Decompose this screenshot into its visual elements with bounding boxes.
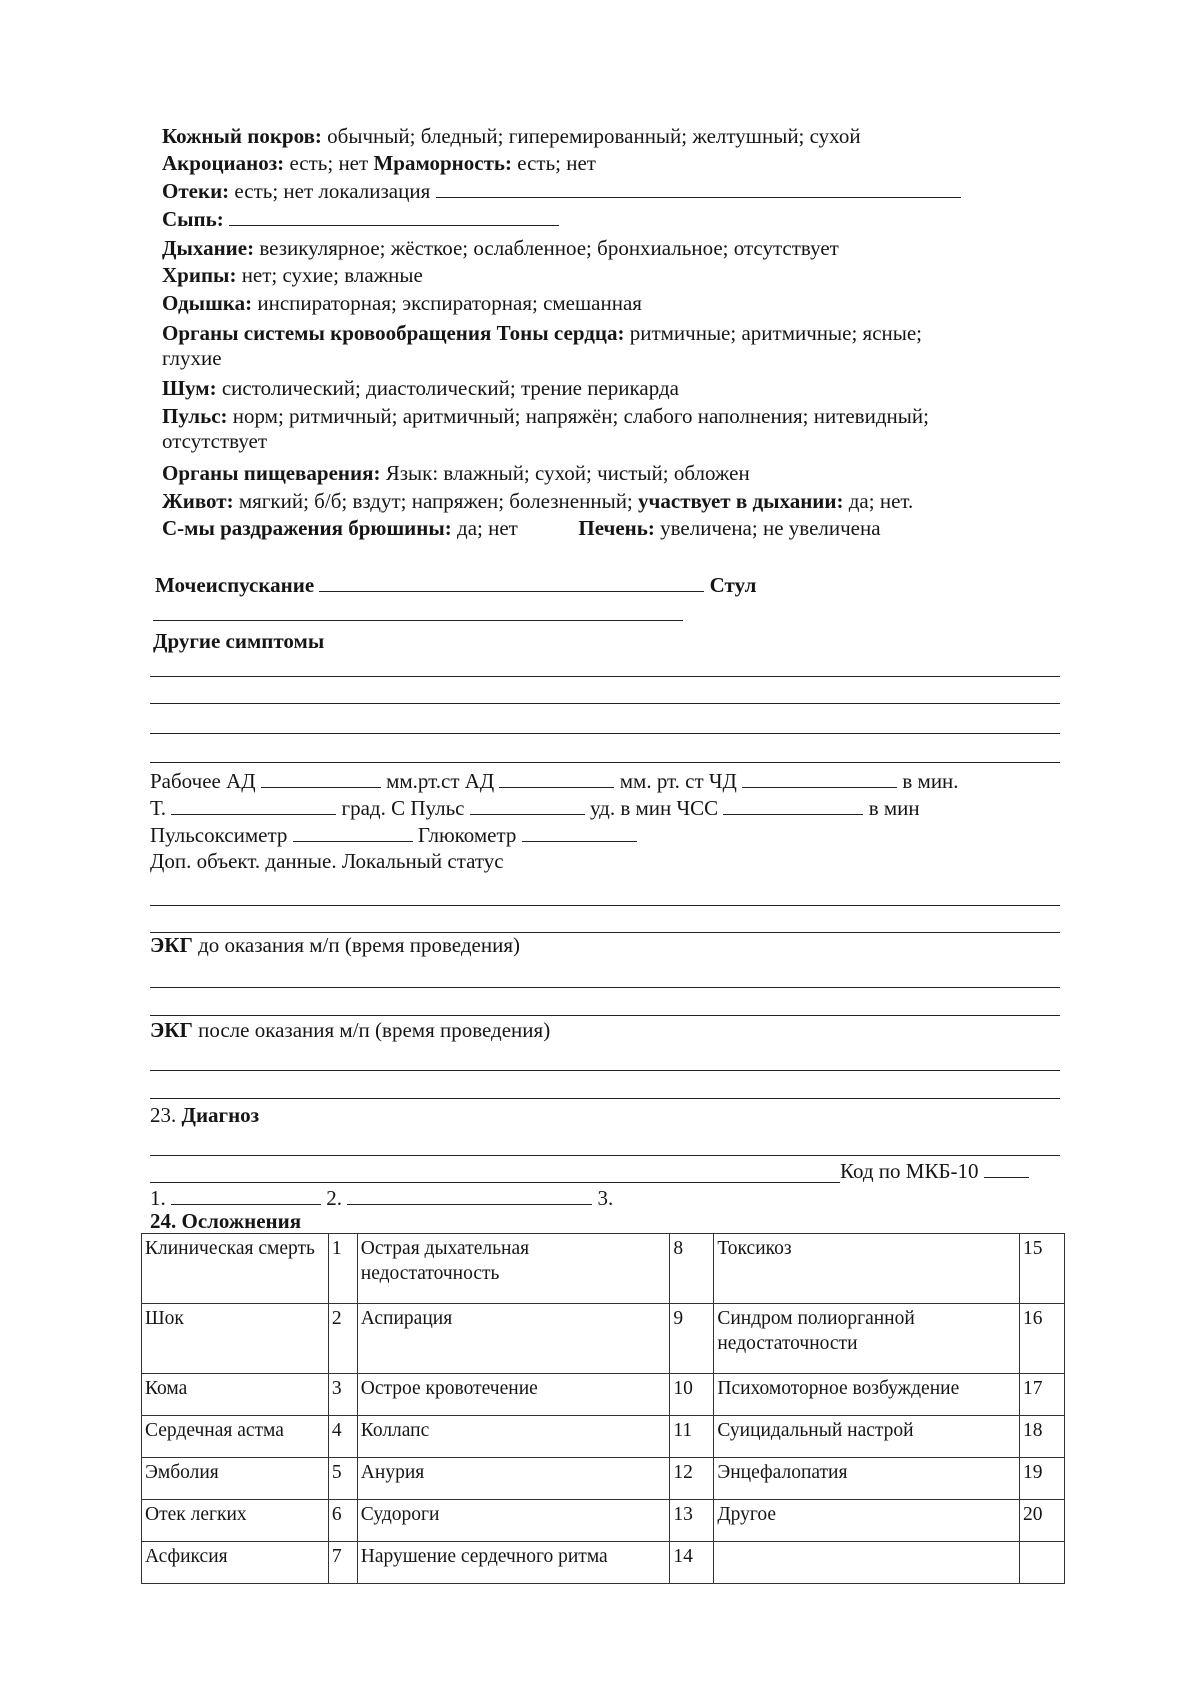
icd-code-label: Код по МКБ-10 [840,1159,979,1183]
per-min-label-2: в мин [868,796,920,820]
diagnosis-item-1-label: 1. [150,1186,166,1210]
complication-name[interactable]: Коллапс [357,1416,670,1458]
table-row [142,1234,1065,1304]
diagnosis-number: 23. [150,1103,177,1127]
additional-data-label: Доп. объект. данные. Локальный статус [150,849,504,873]
edema-location-field[interactable] [436,177,961,198]
marbling-label: Мраморность: [373,151,512,175]
complication-name[interactable] [714,1542,1020,1584]
complication-number: 18 [1020,1416,1065,1458]
other-symptoms-label [153,628,324,654]
complication-number [1020,1542,1065,1584]
ecg-before-text: до оказания м/п (время проведения) [198,933,520,957]
rash-field[interactable] [229,205,559,226]
complication-number: 17 [1020,1374,1065,1416]
circulation-line [162,320,922,346]
ecg-after-field-2[interactable] [150,1098,1060,1099]
oximeter-label: Пульсоксиметр [150,823,288,847]
urination-field[interactable] [319,571,704,592]
peritoneum-options: да; нет [457,516,518,540]
rales-line [162,262,423,288]
complications-title-text: 24. Осложнения [150,1209,302,1233]
abdomen-line [162,488,913,514]
complication-number: 20 [1020,1500,1065,1542]
per-min-label-1: в мин. [902,769,959,793]
icd-code-field[interactable] [984,1157,1029,1178]
complication-number: 10 [670,1374,714,1416]
complication-name[interactable]: Судороги [357,1500,670,1542]
complication-name[interactable]: Асфиксия [142,1542,329,1584]
ecg-before-label: ЭКГ [150,933,193,957]
abdomen-options: мягкий; б/б; вздут; напряжен; болезненный; [238,489,633,513]
complication-number: 12 [670,1458,714,1500]
complication-number: 5 [328,1458,357,1500]
rales-options: нет; сухие; влажные [241,263,423,287]
dyspnea-options: инспираторная; экспираторная; смешанная [257,291,642,315]
complication-name[interactable]: Анурия [357,1458,670,1500]
complication-number: 3 [328,1374,357,1416]
stool-label: Стул [709,573,757,597]
working-bp-label: Рабочее АД [150,769,256,793]
additional-data-line-1[interactable] [150,905,1060,906]
table-row [142,1374,1065,1416]
diagnosis-item-3-label: 3. [597,1186,614,1210]
ecg-after-field-1[interactable] [150,1070,1060,1071]
noise-label: Шум: [162,376,217,400]
complication-number: 6 [328,1500,357,1542]
pulse-field[interactable] [470,794,585,815]
peritoneum-line [162,515,881,541]
complication-name[interactable]: Кома [142,1374,329,1416]
ecg-after-text: после оказания м/п (время проведения) [198,1018,551,1042]
table-row [142,1458,1065,1500]
rash-label: Сыпь: [162,207,224,231]
diagnosis-item-2-field[interactable] [347,1184,592,1205]
complications-title [150,1208,301,1234]
glucometer-field[interactable] [522,821,637,842]
oximeter-field[interactable] [293,821,413,842]
complication-name[interactable]: Аспирация [357,1304,670,1374]
complication-name[interactable]: Токсикоз [714,1234,1020,1304]
diagnosis-items-line [150,1184,613,1211]
liver-options: увеличена; не увеличена [660,516,881,540]
complication-number: 9 [670,1304,714,1374]
ecg-before-field-1[interactable] [150,987,1060,988]
mmhg-rr-label: мм. рт. ст ЧД [619,769,737,793]
diagnosis-label: Диагноз [181,1103,260,1127]
complication-number: 7 [328,1542,357,1584]
complication-name[interactable]: Энцефалопатия [714,1458,1020,1500]
skin-line [162,123,861,149]
liver-label: Печень: [578,516,655,540]
vitals-row-3 [150,821,637,848]
ecg-before-line [150,932,520,958]
circulation-cont: глухие [162,346,222,370]
skin-options: обычный; бледный; гиперемированный; желтушный; сухой [327,124,861,148]
pulse-label: Пульс: [162,404,228,428]
diagnosis-field-1[interactable] [150,1155,1060,1156]
urination-line [155,571,756,598]
diagnosis-item-1-field[interactable] [171,1184,321,1205]
complications-table [141,1233,1065,1584]
complication-name[interactable]: Острое кровотечение [357,1374,670,1416]
abdomen-breathing-label: участвует в дыхании: [638,489,844,513]
other-symptoms-line-1[interactable] [150,676,1060,677]
pulse-line [162,403,929,429]
diagnosis-item-2-label: 2. [326,1186,342,1210]
complication-number: 2 [328,1304,357,1374]
acrocyanosis-options: есть; нет [289,151,369,175]
other-symptoms-line-4[interactable] [150,762,1060,763]
complication-number: 16 [1020,1304,1065,1374]
complication-name[interactable]: Нарушение сердечного ритма [357,1542,670,1584]
tongue-options: Язык: влажный; сухой; чистый; обложен [385,461,750,485]
dyspnea-line [162,290,642,316]
digestion-line [162,460,750,486]
complication-number: 19 [1020,1458,1065,1500]
rr-field[interactable] [742,767,897,788]
table-row [142,1416,1065,1458]
complication-name[interactable]: Синдром полиорганной недостаточности [714,1304,1020,1374]
digestion-label: Органы пищеварения: [162,461,381,485]
urination-label: Мочеиспускание [155,573,315,597]
table-row [142,1542,1065,1584]
complication-name[interactable]: Клиническая смерть [142,1234,329,1304]
complication-name[interactable]: Другое [714,1500,1020,1542]
vitals-row-1 [150,767,959,794]
complication-name[interactable]: Отек легких [142,1500,329,1542]
temp-label: Т. [150,796,166,820]
diagnosis-heading [150,1102,259,1128]
noise-line [162,375,679,401]
marbling-options: есть; нет [517,151,596,175]
ecg-after-line [150,1017,550,1043]
breathing-options: везикулярное; жёсткое; ослабленное; бронхиальное; отсутствует [259,236,839,260]
other-symptoms-line-3[interactable] [150,733,1060,734]
rash-line [162,205,559,232]
table-row [142,1304,1065,1374]
dyspnea-label: Одышка: [162,291,253,315]
noise-options: систолический; диастолический; трение перикарда [221,376,679,400]
other-symptoms-text: Другие симптомы [153,629,325,653]
bpm-hr-label: уд. в мин ЧСС [589,796,719,820]
table-row [142,1500,1065,1542]
other-symptoms-line-2[interactable] [150,703,1060,704]
vitals-row-2 [150,794,920,821]
skin-label: Кожный покров: [162,124,322,148]
complication-number: 1 [328,1234,357,1304]
circulation-label: Органы системы кровообращения Тоны сердца: [162,321,625,345]
complication-name[interactable]: Суицидальный настрой [714,1416,1020,1458]
icd-code-line [840,1157,1029,1184]
breathing-label: Дыхание: [162,236,255,260]
mmhg-bp-label: мм.рт.ст АД [386,769,495,793]
complication-name[interactable]: Острая дыхательная недостаточность [357,1234,670,1304]
temp-field[interactable] [171,794,336,815]
working-bp-field[interactable] [261,767,381,788]
peritoneum-label: С-мы раздражения брюшины: [162,516,452,540]
pulse-options: норм; ритмичный; аритмичный; напряжён; слабого наполнения; нитевидный; [232,404,929,428]
deg-pulse-label: град. С Пульс [341,796,465,820]
glucometer-label: Глюкометр [417,823,517,847]
abdomen-label: Живот: [162,489,234,513]
bp-field[interactable] [499,767,614,788]
complication-number: 11 [670,1416,714,1458]
edema-line [162,177,961,204]
pulse-cont: отсутствует [162,429,268,453]
diagnosis-field-2[interactable] [150,1182,840,1183]
complication-number: 14 [670,1542,714,1584]
stool-field[interactable] [153,620,683,621]
acrocyanosis-line [162,150,596,176]
edema-options: есть; нет локализация [234,179,431,203]
acrocyanosis-label: Акроцианоз: [162,151,285,175]
edema-label: Отеки: [162,179,230,203]
complication-name[interactable]: Психомоторное возбуждение [714,1374,1020,1416]
ecg-before-field-2[interactable] [150,1015,1060,1016]
breathing-line [162,235,839,261]
rales-label: Хрипы: [162,263,237,287]
complication-number: 4 [328,1416,357,1458]
heart-tones-options: ритмичные; аритмичные; ясные; [629,321,923,345]
complication-number: 13 [670,1500,714,1542]
complication-name[interactable]: Сердечная астма [142,1416,329,1458]
complication-name[interactable]: Шок [142,1304,329,1374]
complication-number: 15 [1020,1234,1065,1304]
hr-field[interactable] [723,794,863,815]
abdomen-breathing-options: да; нет. [848,489,914,513]
ecg-after-label: ЭКГ [150,1018,193,1042]
complication-number: 8 [670,1234,714,1304]
complication-name[interactable]: Эмболия [142,1458,329,1500]
